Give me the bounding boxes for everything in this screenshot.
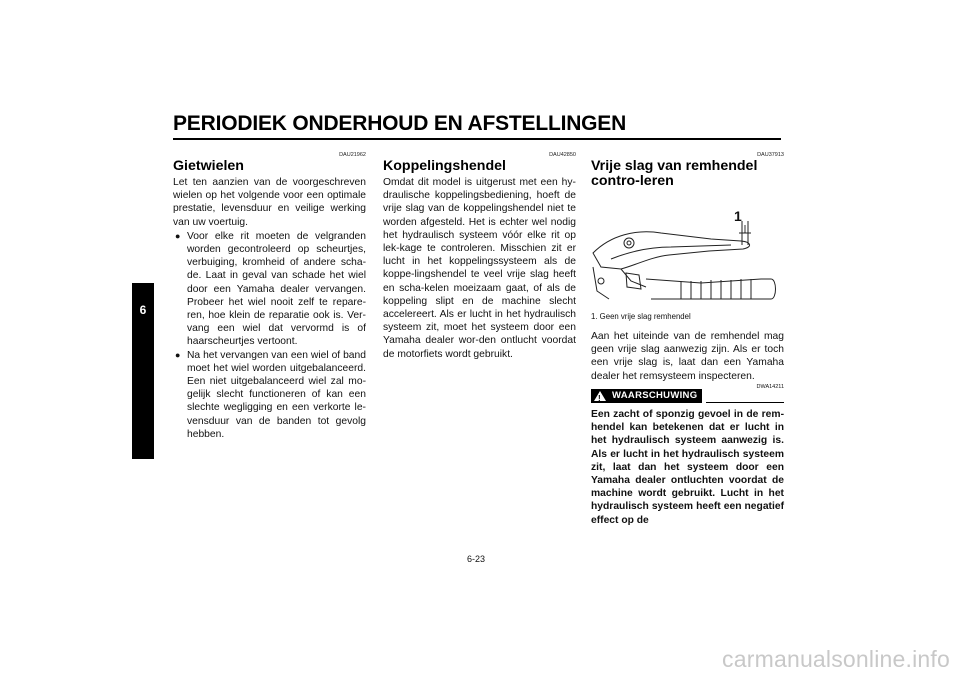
watermark: carmanualsonline.info bbox=[722, 646, 950, 672]
warning-badge bbox=[591, 389, 702, 403]
brake-lever-figure bbox=[591, 195, 784, 310]
section-title: Vrije slag van remhendel contro-leren bbox=[591, 158, 758, 189]
column-koppelingshendel bbox=[383, 152, 576, 361]
list-item bbox=[173, 349, 366, 441]
warning-label: WAARSCHUWING bbox=[612, 390, 698, 402]
list-item-text: Na het vervangen van een wiel of band moet het wiel worden uitgebalanceerd. Een niet uitgebalanceerd wiel zal mo-gelijk slecht functioneren of kan een slechte wegligging en een verkorte le-vensduur van de banden tot gevolg hebben. bbox=[187, 349, 366, 440]
section-title: Gietwielen bbox=[173, 158, 244, 174]
bullet-icon: ● bbox=[175, 349, 181, 360]
section-code: DAU42850 bbox=[549, 152, 576, 158]
figure-callout: 1 bbox=[734, 208, 742, 224]
page-title: PERIODIEK ONDERHOUD EN AFSTELLINGEN bbox=[173, 112, 627, 135]
column-gietwielen bbox=[173, 152, 366, 441]
section-body: Aan het uiteinde van de remhendel mag geen vrije slag aanwezig zijn. Als er toch een vrije slag is, laat dan een Yamaha dealer het remsysteem inspecteren. bbox=[591, 331, 784, 382]
section-body: Omdat dit model is uitgerust met een hy-draulische koppelingsbediening, hoeft de vrije slag van de koppelingshendel niet te worden afgesteld. Het is echter wel nodig het hydraulisch systeem vóór elke rit op lek-kage te controleren. Misschien zit er lucht in het koppelingssysteem als de koppe-lingshendel te veel vrije slag heeft en scha-kelen moeizaam gaat, of als de koppeling slipt en de machine slecht accelereert. Als er lucht in het hydraulisch systeem zit, moet het systeem door een Yamaha dealer wor-den ontlucht voordat de motorfiets wordt gebruikt. bbox=[383, 177, 576, 360]
figure-caption: 1. Geen vrije slag remhendel bbox=[591, 312, 691, 321]
warning-triangle-icon bbox=[594, 391, 606, 401]
column-remhendel bbox=[591, 152, 784, 527]
bullet-list bbox=[173, 230, 366, 441]
warning-rule bbox=[706, 402, 784, 403]
brake-lever-illustration bbox=[591, 195, 784, 310]
section-intro: Let ten aanzien van de voorgeschreven wielen op het volgende voor een optimale prestatie, levensduur en veilige werking van uw voertuig. bbox=[173, 177, 366, 228]
warning-text: Een zacht of sponzig gevoel in de rem-hendel kan betekenen dat er lucht in het hydraulisch systeem aanwezig is. Als er lucht in het hydraulisch systeem zit, laat dan het systeem door een Yamaha dealer ontluchten voordat de machine wordt gebruikt. Lucht in het hydraulisch systeem heeft een negatief effect op de bbox=[591, 409, 784, 526]
section-code: DAU37913 bbox=[757, 152, 784, 158]
warning-code: DWA14211 bbox=[756, 383, 784, 390]
list-item bbox=[173, 230, 366, 349]
section-code: DAU21962 bbox=[339, 152, 366, 158]
page-number: 6-23 bbox=[467, 554, 486, 564]
bullet-icon: ● bbox=[175, 230, 181, 241]
chapter-tab: 6 bbox=[132, 283, 154, 459]
section-title: Koppelingshendel bbox=[383, 158, 506, 174]
list-item-text: Voor elke rit moeten de velgranden worden gecontroleerd op scheurtjes, verbuiging, kromheid of andere scha-de. Laat in geval van schade het wiel door een Yamaha dealer vervangen. Probeer het wiel nooit zelf te repare-ren, hoe klein de reparatie ook is. Ver-vang een wiel dat vervormd is of haarscheurtjes vertoont. bbox=[187, 230, 366, 348]
header-rule bbox=[173, 138, 781, 140]
